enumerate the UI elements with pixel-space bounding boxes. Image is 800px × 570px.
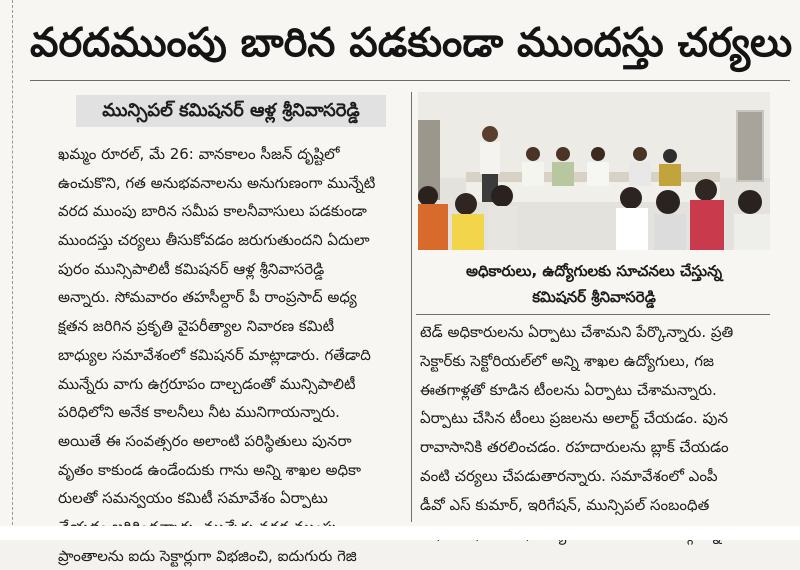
text-line: ఉంచుకొని, గత అనుభవనాలను అనుగుణంగా మున్నేటి [58,173,376,192]
meeting-photo-illustration [418,92,770,250]
text-line: ఈతగాళ్లతో కూడిన టీంలను ఏర్పాటు చేశామన్నారు. [420,380,717,399]
text-line: ఖమ్మం రూరల్, మే 26: వానకాలం సీజన్ దృష్టిలో [58,145,340,163]
left-column [58,140,406,570]
text-line: టెడ్ అధికారులను ఏర్పాటు చేశామని పేర్కొన్నారు. ప్రతి [420,323,734,341]
page-edge [0,0,13,540]
text-line: వంటి చర్యలు చేపడుతారన్నారు. సమావేశంలో ఎంపీ [420,466,718,485]
right-column [420,318,770,548]
text-line: అయితే ఈ సంవత్సరం అలాంటి పరిస్థితులు పునరా [58,431,352,450]
text-line: ముందస్తు చర్యలు తీసుకోవడం జరుగుతుందని ఏదులా [58,231,370,250]
text-line: ఏర్పాటు చేసిన టీంలు ప్రజలను అలార్ట్ చేయడం. పున [420,409,728,428]
text-line: బాధ్యుల సమావేశంలో కమిషనర్ మాట్లాడారు. గతేడాది [58,345,371,364]
text-line: ప్రాంతాలను ఐదు సెక్టార్లుగా విభజించి, ఐదుగురు గెజి [58,546,357,565]
caption-rule [416,314,770,315]
text-line: క్షతన జరిగిన ప్రకృతి వైపరీత్యాల నివారణ కమిటీ [58,317,335,336]
column-divider [411,92,412,522]
text-line: సెక్టార్‌కు సెక్టోరియల్‌లో అన్ని శాఖల ఉద్యోగులు, గజ [420,351,714,370]
text-line: రావాసానికి తరలించడం. రహదారులను బ్లాక్ చేయడం [420,438,729,457]
text-line: డీవో ఎస్ కుమార్, ఇరిగేషన్, మున్సిపల్ సంబంధిత [420,495,710,514]
text-line: వరద ముంపు బారిన సమీప కాలనీవాసులు పడకుండా [58,202,367,221]
text-line: అన్నారు. సోమవారం తహసీల్దార్ పీ రాంప్రసాద్ అధ్య [58,288,357,307]
headline: వరదముంపు బారిన పడకుండా ముందస్తు చర్యలు [30,20,793,66]
headline-rule [30,80,790,81]
subheading: మున్సిపల్ కమిషనర్ ఆళ్ల శ్రీనివాసరెడ్డి [76,95,386,127]
text-line: వృతం కాకుండ ఉండేందుకు గాను అన్ని శాఖల అధికా [58,460,362,479]
caption-line: అధికారులు, ఉద్యోగులకు సూచనలు చేస్తున్న [465,262,723,280]
caption-line: కమిషనర్ శ్రీనివాసరెడ్డి [532,288,656,306]
text-line: పురం మున్సిపాలిటీ కమిషనర్ ఆళ్ల శ్రీనివాసరెడ్డి [58,259,325,278]
meeting-photo [418,92,770,250]
page-bottom-margin [0,526,800,540]
text-line: రులతో సమన్వయం కమిటీ సమావేశం ఏర్పాటు [58,489,328,508]
text-line: మున్నేరు వాగు ఉగ్రరూపం దాల్చడంతో మున్సిపాలిటీ [58,374,356,393]
photo-caption [418,258,770,310]
text-line: పరిధిలోని అనేక కాలనీలు నీట మునిగాయన్నారు. [58,403,340,422]
